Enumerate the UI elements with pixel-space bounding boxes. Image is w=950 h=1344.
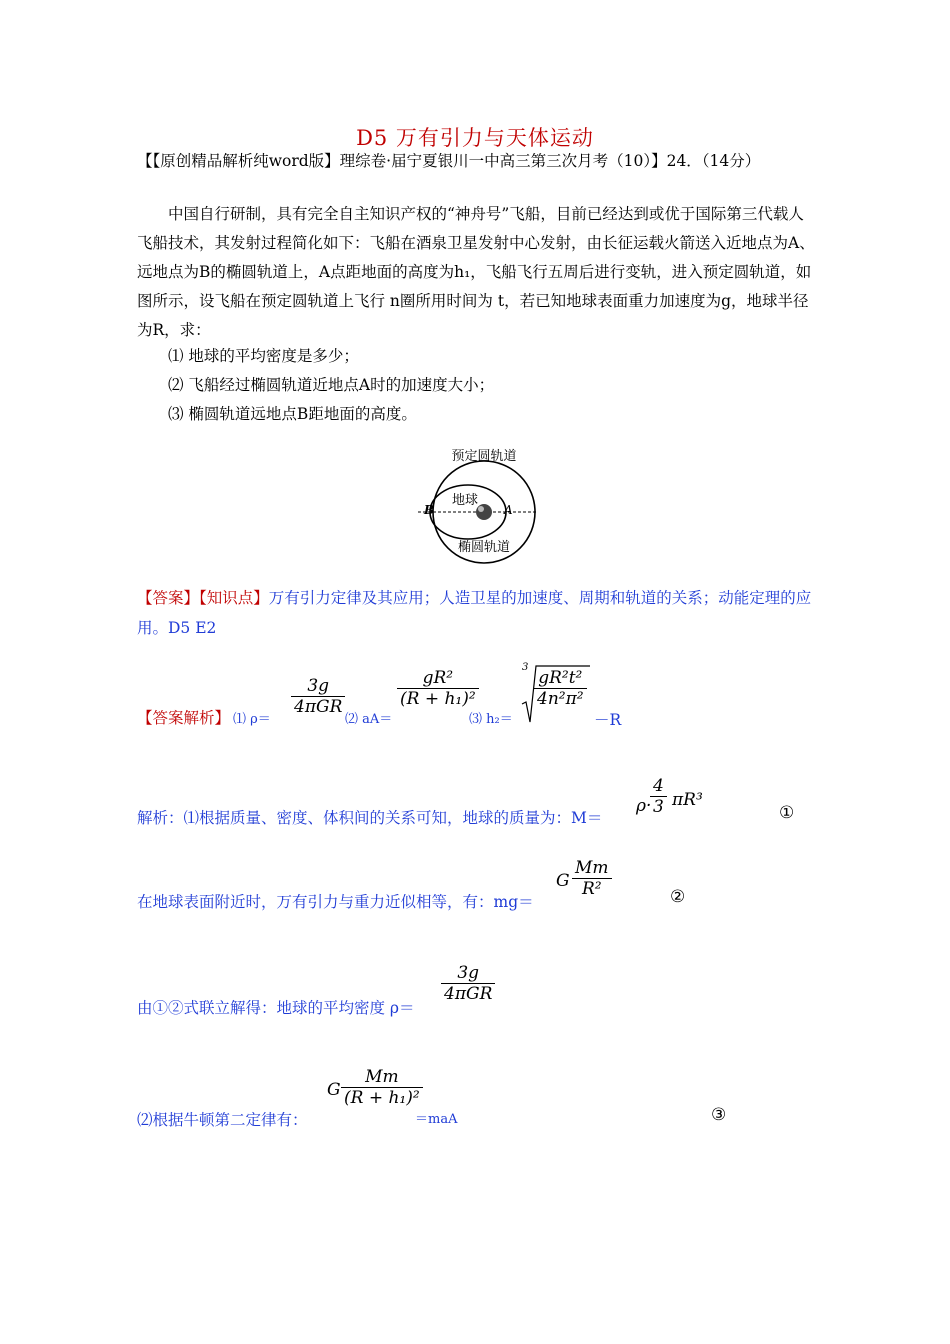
answer-1-fraction xyxy=(291,676,345,717)
answer-3-prefix: ⑶ h₂＝ xyxy=(469,712,513,727)
step-2-den: R² xyxy=(581,879,602,899)
answer-3-suffix: －R xyxy=(594,711,622,729)
step-1-fraction xyxy=(650,776,667,817)
answer-3-den: 4n²π² xyxy=(537,689,584,709)
step-4-g: G xyxy=(327,1080,341,1100)
step-4-den: (R + h₁)² xyxy=(344,1088,420,1108)
kp-tag: 【知识点】 xyxy=(199,589,269,607)
step-3-den: 4πGR xyxy=(444,984,493,1004)
label-earth: 地球 xyxy=(452,493,479,508)
kp-text: 万有引力定律及其应用；人造卫星的加速度、周期和轨道的关系；动能定理的应用。D5 E2 xyxy=(137,589,812,637)
answer-3-root-index: 3 xyxy=(522,662,529,673)
solution-step-4: ⑵根据牛顿第二定律有： xyxy=(137,1111,308,1129)
step-2-g: G xyxy=(556,871,570,891)
page-title: D5 万有引力与天体运动 xyxy=(356,126,594,150)
earth-icon xyxy=(476,504,492,520)
answer-1-prefix: ⑴ ρ＝ xyxy=(233,712,271,727)
answer-2-fraction xyxy=(397,668,479,709)
step-4-fraction xyxy=(341,1067,423,1108)
label-elliptical-orbit: 椭圆轨道 xyxy=(457,540,511,555)
label-circular-orbit: 预定圆轨道 xyxy=(451,449,517,464)
step-1-tail: πR³ xyxy=(672,790,703,810)
answer-3-fraction xyxy=(534,668,587,709)
equation-mark-2: ② xyxy=(670,887,686,907)
solution-step-2: 在地球表面附近时，万有引力与重力近似相等，有：mg＝ xyxy=(137,893,534,911)
step-1-den: 3 xyxy=(653,797,664,817)
equation-mark-3: ③ xyxy=(711,1105,727,1125)
solution-step-3: 由①②式联立解得：地球的平均密度 ρ＝ xyxy=(137,999,415,1017)
answer-tag: 【答案】 xyxy=(137,589,200,607)
step-1-rho: ρ· xyxy=(636,796,652,816)
analysis-tag: 【答案解析】 xyxy=(137,709,231,727)
label-point-b: B xyxy=(424,503,435,517)
equation-mark-1: ① xyxy=(779,803,795,823)
question-2: ⑵ 飞船经过椭圆轨道近地点A时的加速度大小； xyxy=(168,376,495,394)
step-4-num: Mm xyxy=(365,1067,399,1087)
answer-1-den: 4πGR xyxy=(294,697,343,717)
answer-2-den: (R + h₁)² xyxy=(400,689,476,709)
answer-1-num: 3g xyxy=(307,676,330,696)
step-4-tail: ＝maA xyxy=(415,1112,458,1127)
orbit-figure xyxy=(418,440,543,565)
source-line xyxy=(137,148,817,175)
step-1-num: 4 xyxy=(653,776,664,796)
knowledge-point xyxy=(137,583,817,643)
question-3: ⑶ 椭圆轨道远地点B距地面的高度。 xyxy=(168,405,417,423)
step-3-fraction xyxy=(441,963,495,1004)
step-2-num: Mm xyxy=(575,858,609,878)
step-3-num: 3g xyxy=(457,963,480,983)
label-point-a: A xyxy=(504,503,513,517)
answer-2-num: gR² xyxy=(422,668,454,688)
solution-step-1: 解析：⑴根据质量、密度、体积间的关系可知，地球的质量为：M＝ xyxy=(137,809,603,827)
answer-3-num: gR²t² xyxy=(538,668,583,688)
step-2-fraction xyxy=(572,858,612,899)
question-1: ⑴ 地球的平均密度是多少； xyxy=(168,347,359,365)
answer-2-prefix: ⑵ aA＝ xyxy=(345,712,393,727)
problem-text: 中国自行研制，具有完全自主知识产权的“神舟号”飞船，目前已经达到或优于国际第三代载人飞船技术，其发射过程简化如下：飞船在酒泉卫星发射中心发射，由长征运载火箭送入近地点为A、远地点为B的椭圆轨道上，A点距地面的高度为h₁，飞船飞行五周后进行变轨，进入预定圆轨道，如图所示，设飞船在预定圆轨道上飞行 n圈所用时间为 t，若已知地球表面重力加速度为g，地球半径为R，求： xyxy=(137,205,815,339)
source-text: 【【原创精品解析纯word版】理综卷·届宁夏银川一中高三第三次月考（10）】24．（14分） xyxy=(137,152,761,170)
